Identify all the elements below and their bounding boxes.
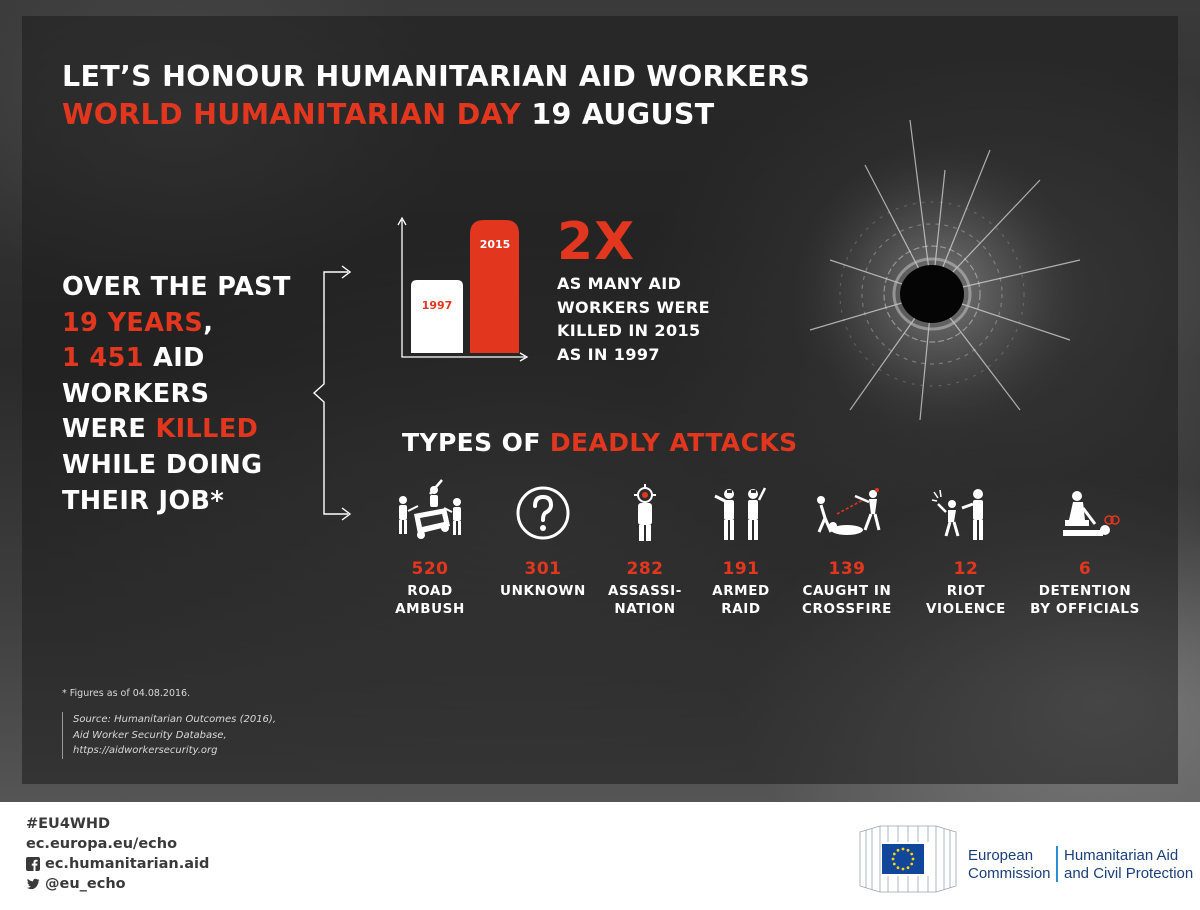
attack-road-ambush: [370, 478, 490, 618]
facebook-link[interactable]: [26, 854, 209, 874]
twitter-handle: @eu_echo: [45, 876, 126, 892]
attack-types-title: [402, 428, 798, 457]
summary-line: WORKERS: [62, 378, 210, 409]
armed-raid-icon: [701, 478, 781, 548]
attack-label: DETENTION BY OFFICIALS: [1030, 583, 1140, 617]
bar-1997: [411, 280, 463, 353]
summary-word: WERE: [62, 414, 147, 445]
source-citation: [62, 712, 276, 759]
summary-comma: ,: [203, 307, 214, 338]
footer: [0, 802, 1200, 910]
social-links: [26, 814, 209, 894]
attack-detention: [1025, 478, 1145, 618]
summary-line: THEIR JOB*: [62, 485, 225, 516]
summary-line: WHILE DOING: [62, 449, 263, 480]
riot-icon: [926, 478, 1006, 548]
european-commission-logo: [858, 824, 958, 894]
attack-label: UNKNOWN: [500, 583, 586, 599]
footnote: * Figures as of 04.08.2016.: [62, 688, 191, 699]
source-line: Source: Humanitarian Outcomes (2016),: [73, 714, 276, 725]
crosshair-target-icon: [605, 478, 685, 548]
description-line: AS IN 1997: [557, 344, 660, 364]
facebook-icon: [26, 857, 40, 871]
attack-label: ROAD AMBUSH: [395, 583, 465, 617]
department-name: Humanitarian Aid and Civil Protection: [1064, 847, 1194, 882]
website-link[interactable]: ec.europa.eu/echo: [26, 836, 178, 852]
description-line: WORKERS WERE: [557, 297, 710, 317]
hashtag[interactable]: #EU4WHD: [26, 816, 111, 832]
question-mark-icon: [503, 478, 583, 548]
summary-word: AID: [153, 343, 205, 374]
organisation-name: European Commission: [968, 847, 1051, 882]
source-line: Aid Worker Security Database,: [73, 729, 227, 741]
attack-count: 520: [411, 559, 449, 579]
facebook-handle: ec.humanitarian.aid: [45, 856, 210, 872]
headline: LET’S HONOUR HUMANITARIAN AID WORKERS: [62, 60, 811, 93]
attack-label: ARMED RAID: [712, 583, 770, 617]
attack-count: 139: [828, 559, 866, 579]
summary-line: [62, 341, 291, 377]
source-line: https://aidworkersecurity.org: [73, 745, 218, 756]
attack-label: ASSASSI- NATION: [607, 583, 682, 617]
description-line: KILLED IN 2015: [557, 321, 701, 340]
title-red-part: DEADLY ATTACKS: [549, 428, 798, 457]
attack-count: 12: [953, 559, 979, 579]
title-white-part: TYPES OF: [402, 428, 541, 457]
brace-connector: [300, 262, 360, 524]
detention-icon: [1045, 478, 1125, 548]
twitter-link[interactable]: [26, 874, 209, 894]
summary-line: OVER THE PAST: [62, 272, 291, 302]
bar-chart: [395, 212, 530, 367]
attack-label: CAUGHT IN CROSSFIRE: [802, 583, 892, 617]
bullet-hole-graphic: [770, 110, 1110, 440]
years-value: 19 YEARS: [62, 307, 204, 338]
attack-count: 6: [1078, 559, 1092, 579]
crossfire-icon: [807, 478, 887, 548]
description-line: AS MANY AID: [557, 274, 682, 293]
comparison-description: [557, 272, 710, 366]
logo-divider: [1056, 846, 1058, 882]
subheadline: [62, 98, 714, 131]
bar-2015-label: 2015: [479, 238, 511, 251]
attack-armed-raid: [681, 478, 801, 618]
summary-text: [62, 270, 291, 519]
twitter-icon: [26, 877, 40, 891]
event-name: WORLD HUMANITARIAN DAY: [62, 98, 522, 131]
attack-count: 282: [626, 559, 664, 579]
attack-count: 191: [722, 559, 760, 579]
multiplier-value: 2X: [557, 212, 636, 272]
attack-crossfire: [787, 478, 907, 618]
attack-count: 301: [524, 559, 562, 579]
bar-1997-label: 1997: [421, 299, 453, 312]
road-ambush-icon: [390, 478, 470, 548]
event-date: 19 AUGUST: [531, 98, 715, 131]
killed-count: 1 451: [62, 343, 144, 374]
summary-line: [62, 306, 291, 342]
killed-word: KILLED: [155, 414, 259, 445]
attack-riot-violence: [906, 478, 1026, 618]
attack-label: RIOT VIOLENCE: [926, 583, 1006, 617]
summary-line: [62, 412, 291, 448]
